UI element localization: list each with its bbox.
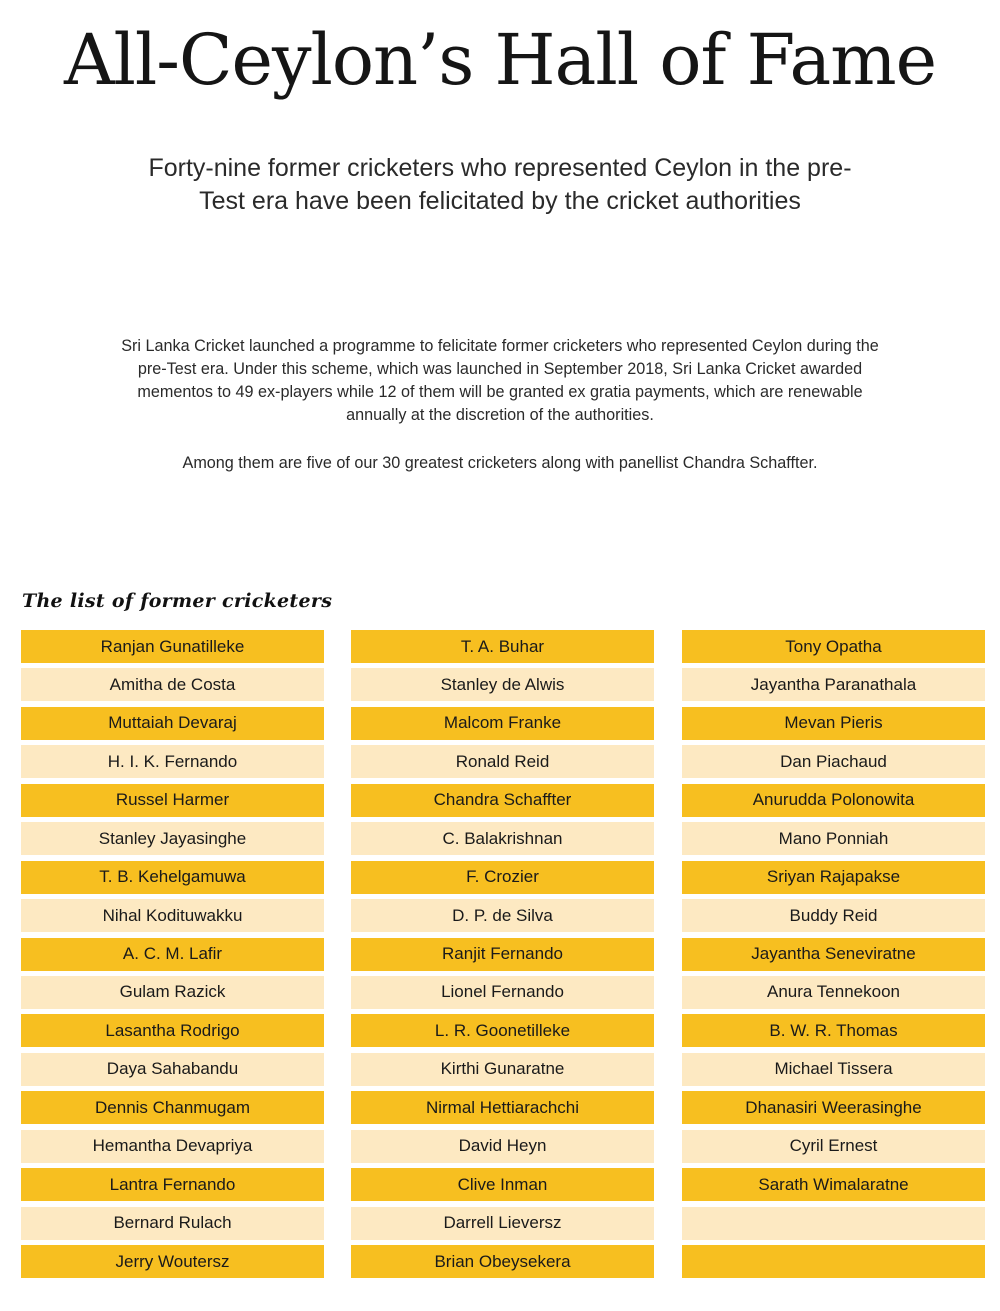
cricketer-name-cell: Lantra Fernando xyxy=(21,1168,324,1201)
cricketer-name-cell: Gulam Razick xyxy=(21,976,324,1009)
list-heading: The list of former cricketers xyxy=(22,590,333,612)
cricketer-name-cell: T. B. Kehelgamuwa xyxy=(21,861,324,894)
cricketer-name-cell: Darrell Lieversz xyxy=(351,1207,654,1240)
cricketer-name-cell: Nihal Kodituwakku xyxy=(21,899,324,932)
cricketer-name-cell: Chandra Schaffter xyxy=(351,784,654,817)
cricketer-name-cell: Jerry Woutersz xyxy=(21,1245,324,1278)
cricketer-name-cell: Amitha de Costa xyxy=(21,668,324,701)
cricketer-column-3 xyxy=(682,630,985,1283)
cricketer-name-cell: Jayantha Paranathala xyxy=(682,668,985,701)
cricketer-name-cell: Stanley Jayasinghe xyxy=(21,822,324,855)
cricketer-name-cell: Mevan Pieris xyxy=(682,707,985,740)
cricketer-name-cell: Tony Opatha xyxy=(682,630,985,663)
cricketer-name-cell: L. R. Goonetilleke xyxy=(351,1014,654,1047)
cricketer-name-cell: Ranjit Fernando xyxy=(351,938,654,971)
cricketer-name-cell xyxy=(682,1245,985,1278)
cricketer-name-cell: Kirthi Gunaratne xyxy=(351,1053,654,1086)
cricketer-name-cell: Lasantha Rodrigo xyxy=(21,1014,324,1047)
page-subtitle: Forty-nine former cricketers who represented Ceylon in the pre-Test era have been felicitated by the cricket authorities xyxy=(148,154,852,215)
cricketer-name-cell: Anura Tennekoon xyxy=(682,976,985,1009)
cricketer-name-cell: Buddy Reid xyxy=(682,899,985,932)
cricketer-name-cell: Sarath Wimalaratne xyxy=(682,1168,985,1201)
cricketer-name-cell: Anurudda Polonowita xyxy=(682,784,985,817)
cricketer-name-cell: Mano Ponniah xyxy=(682,822,985,855)
cricketer-name-cell: Cyril Ernest xyxy=(682,1130,985,1163)
cricketer-name-cell: Dhanasiri Weerasinghe xyxy=(682,1091,985,1124)
cricketer-column-1 xyxy=(21,630,324,1283)
cricketer-name-cell: Dan Piachaud xyxy=(682,745,985,778)
cricketer-name-cell: Nirmal Hettiarachchi xyxy=(351,1091,654,1124)
cricketer-name-cell: T. A. Buhar xyxy=(351,630,654,663)
cricketer-name-cell: Bernard Rulach xyxy=(21,1207,324,1240)
intro-paragraph: Sri Lanka Cricket launched a programme to felicitate former cricketers who represented Ceylon during the pre-Test era. Under this scheme, which was launched in September 2018, Sri Lanka Cricket awarded mementos to 49 ex-players while 12 of them will be granted ex gratia payments, which are renewable annually at the discretion of the authorities. xyxy=(121,337,879,424)
cricketer-name-cell: Clive Inman xyxy=(351,1168,654,1201)
cricketer-name-cell: F. Crozier xyxy=(351,861,654,894)
cricketer-name-cell: Lionel Fernando xyxy=(351,976,654,1009)
page-title: All-Ceylon’s Hall of Fame xyxy=(63,19,936,101)
cricketer-name-cell: David Heyn xyxy=(351,1130,654,1163)
cricketer-name-cell: Michael Tissera xyxy=(682,1053,985,1086)
cricketer-name-cell: Ronald Reid xyxy=(351,745,654,778)
cricketer-name-cell: Stanley de Alwis xyxy=(351,668,654,701)
cricketer-name-cell: Muttaiah Devaraj xyxy=(21,707,324,740)
cricketer-name-cell: Dennis Chanmugam xyxy=(21,1091,324,1124)
cricketer-name-cell: C. Balakrishnan xyxy=(351,822,654,855)
cricketer-name-cell: D. P. de Silva xyxy=(351,899,654,932)
cricketer-name-cell: Brian Obeysekera xyxy=(351,1245,654,1278)
cricketer-name-cell: A. C. M. Lafir xyxy=(21,938,324,971)
cricketer-name-cell: B. W. R. Thomas xyxy=(682,1014,985,1047)
cricketer-name-cell: Malcom Franke xyxy=(351,707,654,740)
cricketer-name-cell: Daya Sahabandu xyxy=(21,1053,324,1086)
cricketer-name-cell: Ranjan Gunatilleke xyxy=(21,630,324,663)
cricketer-name-cell: H. I. K. Fernando xyxy=(21,745,324,778)
intro-note: Among them are five of our 30 greatest cricketers along with panellist Chandra Schaffter. xyxy=(182,454,818,472)
cricketer-name-cell xyxy=(682,1207,985,1240)
cricketer-name-cell: Jayantha Seneviratne xyxy=(682,938,985,971)
cricketer-name-cell: Russel Harmer xyxy=(21,784,324,817)
cricketer-name-cell: Hemantha Devapriya xyxy=(21,1130,324,1163)
cricketer-column-2 xyxy=(351,630,654,1283)
cricketer-name-cell: Sriyan Rajapakse xyxy=(682,861,985,894)
